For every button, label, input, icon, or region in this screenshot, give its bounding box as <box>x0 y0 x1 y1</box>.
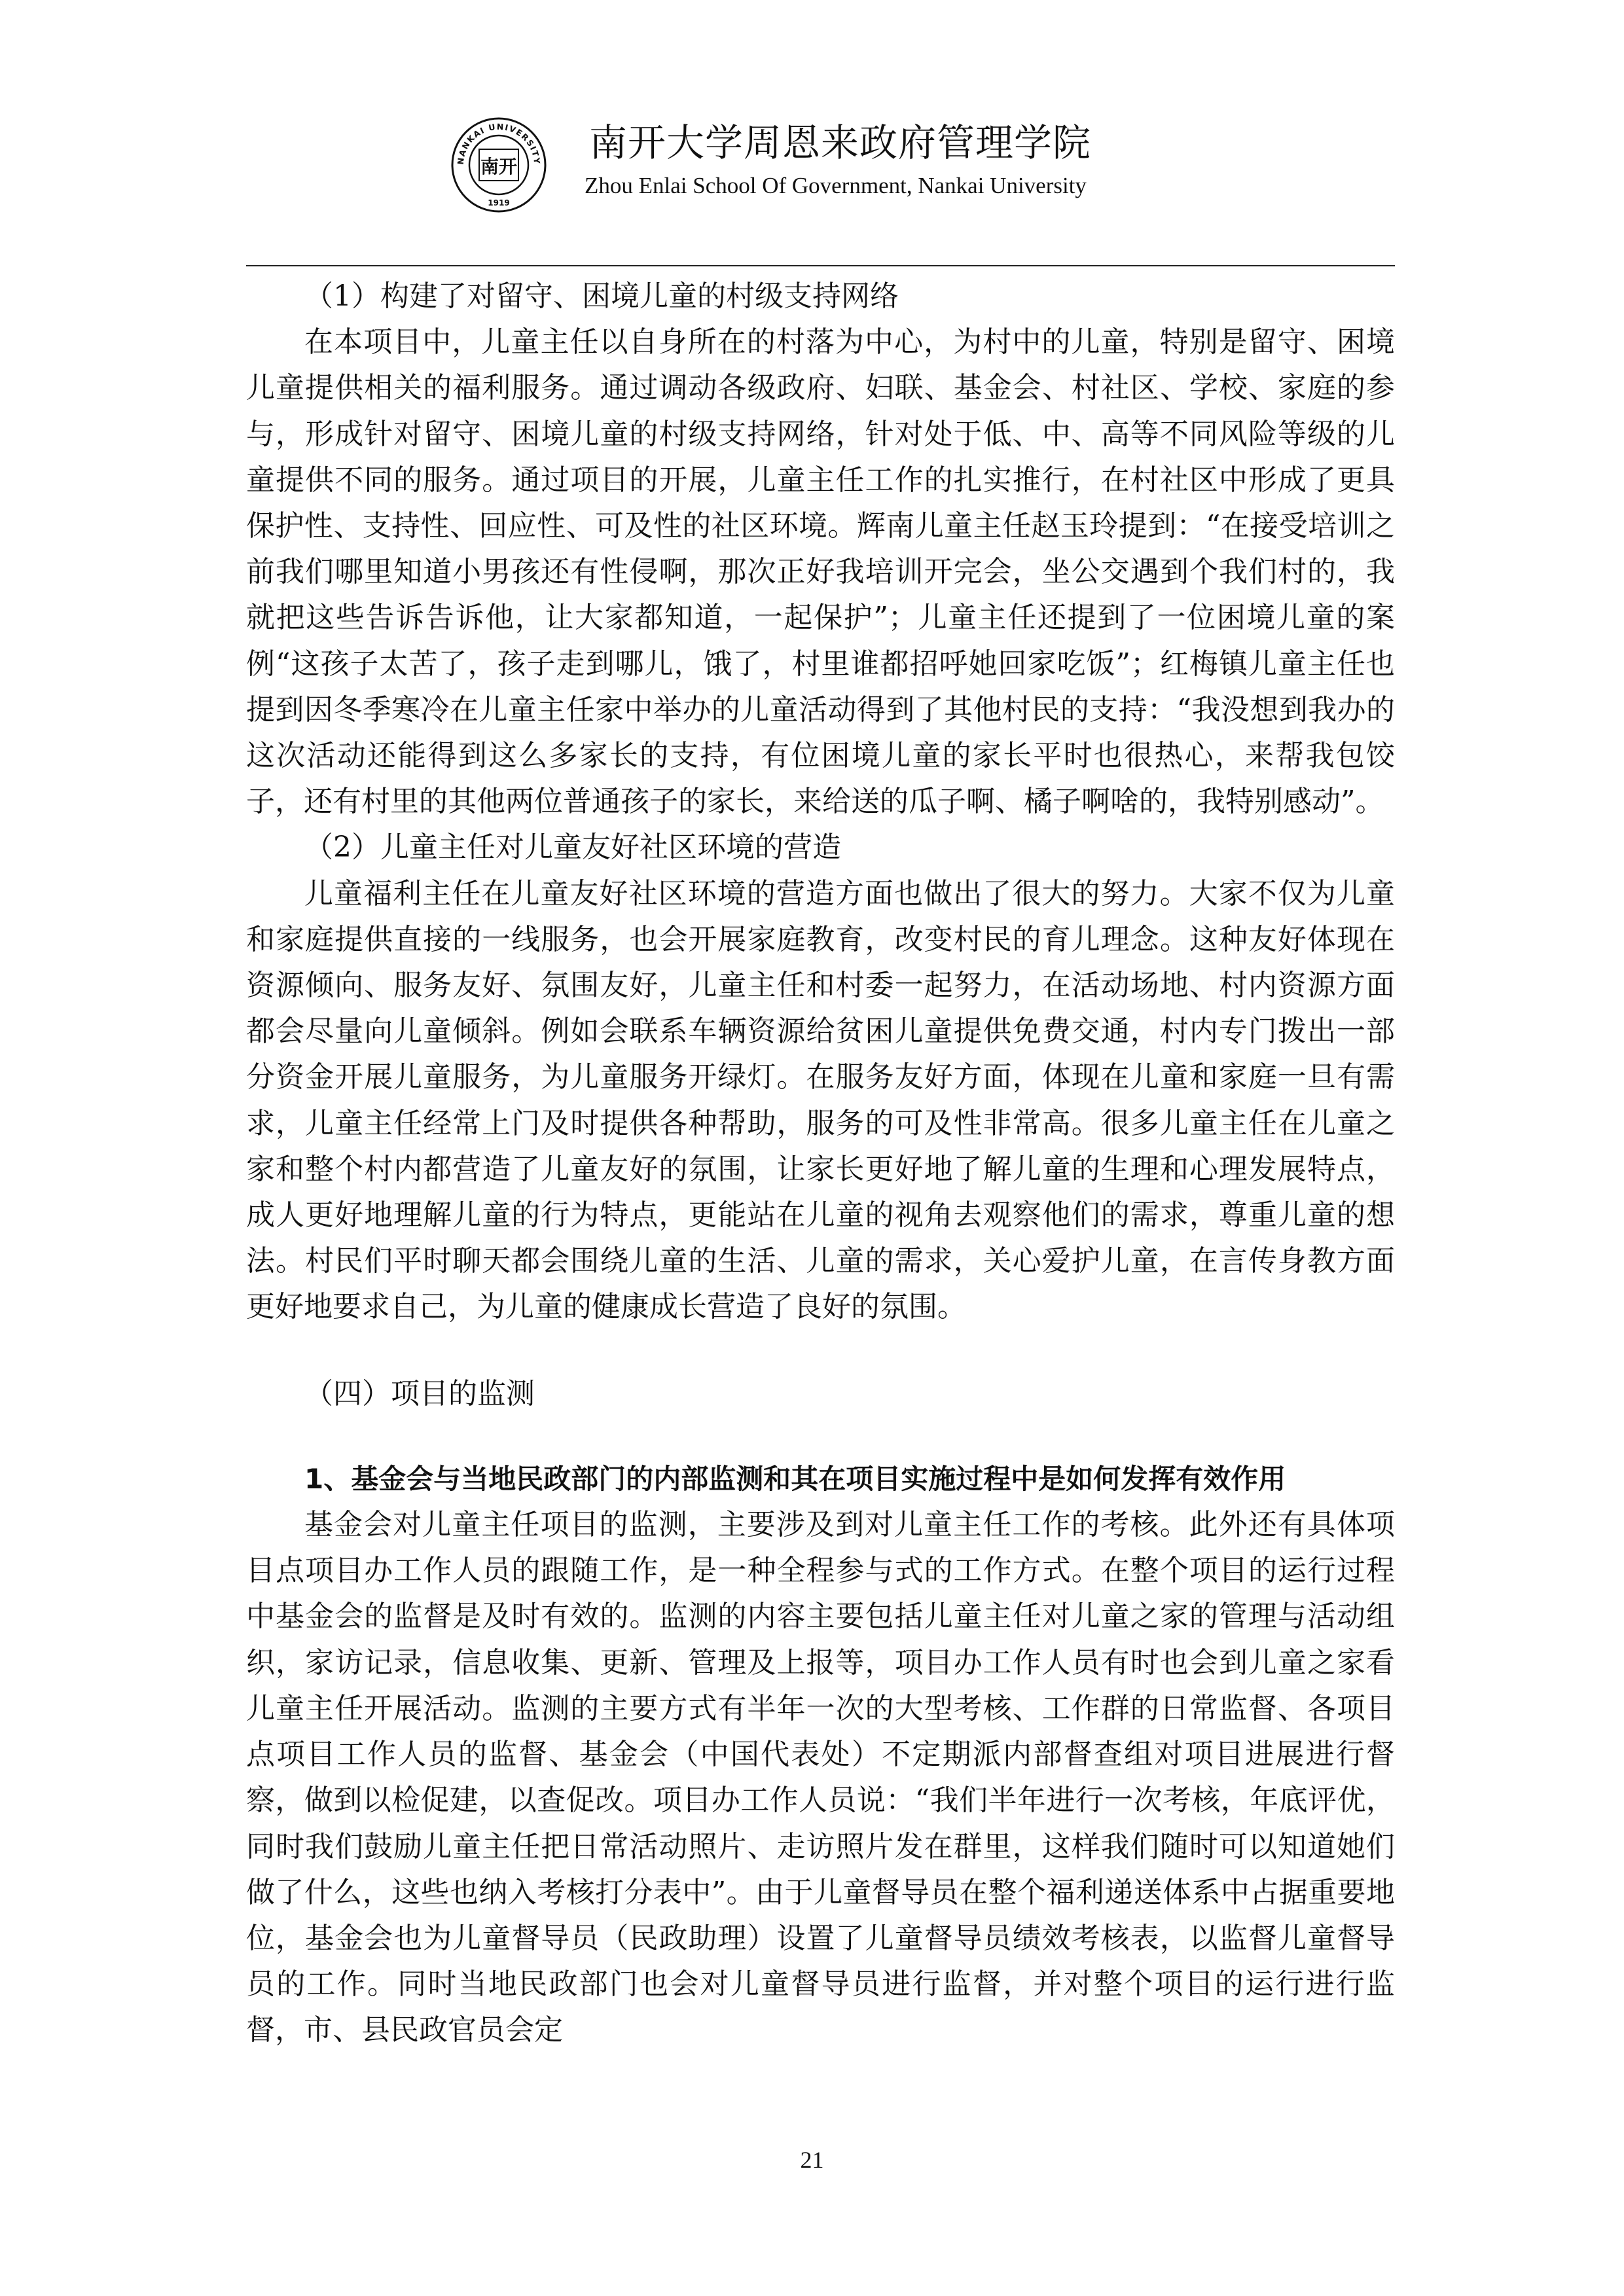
header-divider <box>246 265 1395 266</box>
page-header <box>0 0 1624 268</box>
paragraph-internal-monitoring: 基金会对儿童主任项目的监测，主要涉及到对儿童主任工作的考核。此外还有具体项目点项目办工作人员的跟随工作，是一种全程参与式的工作方式。在整个项目的运行过程中基金会的监督是及时有效的。监测的内容主要包括儿童主任对儿童之家的管理与活动组织，家访记录，信息收集、更新、管理及上报等，项目办工作人员有时也会到儿童之家看儿童主任开展活动。监测的主要方式有半年一次的大型考核、工作群的日常监督、各项目点项目工作人员的监督、基金会（中国代表处）不定期派内部督查组对项目进展进行督察，做到以检促建，以查促改。项目办工作人员说：“我们半年进行一次考核，年底评优，同时我们鼓励儿童主任把日常活动照片、走访照片发在群里，这样我们随时可以知道她们做了什么，这些也纳入考核打分表中”。由于儿童督导员在整个福利递送体系中占据重要地位，基金会也为儿童督导员（民政助理）设置了儿童督导员绩效考核表，以监督儿童督导员的工作。同时当地民政部门也会对儿童督导员进行监督，并对整个项目的运行进行监督，市、县民政官员会定 <box>246 1508 1395 2047</box>
institution-title: 南开大学周恩来政府管理学院 <box>589 120 1092 165</box>
institution-subtitle: Zhou Enlai School Of Government, Nankai University <box>585 173 1087 198</box>
svg-text:1919: 1919 <box>488 198 510 207</box>
svg-text:NANKAI UNIVERSITY: NANKAI UNIVERSITY <box>455 121 543 166</box>
svg-text:南开: 南开 <box>480 156 518 177</box>
document-body <box>246 274 1395 2054</box>
section-heading-child-friendly-community: （2）儿童主任对儿童友好社区环境的营造 <box>304 831 841 865</box>
nankai-university-seal-logo <box>450 117 547 213</box>
section-heading-village-network: （1）构建了对留守、困境儿童的村级支持网络 <box>304 279 899 313</box>
paragraph-village-network: 在本项目中，儿童主任以自身所在的村落为中心，为村中的儿童，特别是留守、困境儿童提供相关的福利服务。通过调动各级政府、妇联、基金会、村社区、学校、家庭的参与，形成针对留守、困境儿童的村级支持网络，针对处于低、中、高等不同风险等级的儿童提供不同的服务。通过项目的开展，儿童主任工作的扎实推行，在村社区中形成了更具保护性、支持性、回应性、可及性的社区环境。辉南儿童主任赵玉玲提到：“在接受培训之前我们哪里知道小男孩还有性侵啊，那次正好我培训开完会，坐公交遇到个我们村的，我就把这些告诉告诉他，让大家都知道，一起保护”；儿童主任还提到了一位困境儿童的案例“这孩子太苦了，孩子走到哪儿，饿了，村里谁都招呼她回家吃饭”；红梅镇儿童主任也提到因冬季寒冷在儿童主任家中举办的儿童活动得到了其他村民的支持：“我没想到我办的这次活动还能得到这么多家长的支持，有位困境儿童的家长平时也很热心，来帮我包饺子，还有村里的其他两位普通孩子的家长，来给送的瓜子啊、橘子啊啥的，我特别感动”。 <box>246 325 1395 819</box>
section-heading-project-monitoring: （四）项目的监测 <box>304 1376 535 1410</box>
page-number: 21 <box>800 2147 824 2173</box>
subsection-heading-internal-monitoring: 1、基金会与当地民政部门的内部监测和其在项目实施过程中是如何发挥有效作用 <box>304 1462 1286 1495</box>
paragraph-child-friendly-community: 儿童福利主任在儿童友好社区环境的营造方面也做出了很大的努力。大家不仅为儿童和家庭提供直接的一线服务，也会开展家庭教育，改变村民的育儿理念。这种友好体现在资源倾向、服务友好、氛围友好，儿童主任和村委一起努力，在活动场地、村内资源方面都会尽量向儿童倾斜。例如会联系车辆资源给贫困儿童提供免费交通，村内专门拨出一部分资金开展儿童服务，为儿童服务开绿灯。在服务友好方面，体现在儿童和家庭一旦有需求，儿童主任经常上门及时提供各种帮助，服务的可及性非常高。很多儿童主任在儿童之家和整个村内都营造了儿童友好的氛围，让家长更好地了解儿童的生理和心理发展特点，成人更好地理解儿童的行为特点，更能站在儿童的视角去观察他们的需求，尊重儿童的想法。村民们平时聊天都会围绕儿童的生活、儿童的需求，关心爱护儿童，在言传身教方面更好地要求自己，为儿童的健康成长营造了良好的氛围。 <box>246 876 1395 1324</box>
